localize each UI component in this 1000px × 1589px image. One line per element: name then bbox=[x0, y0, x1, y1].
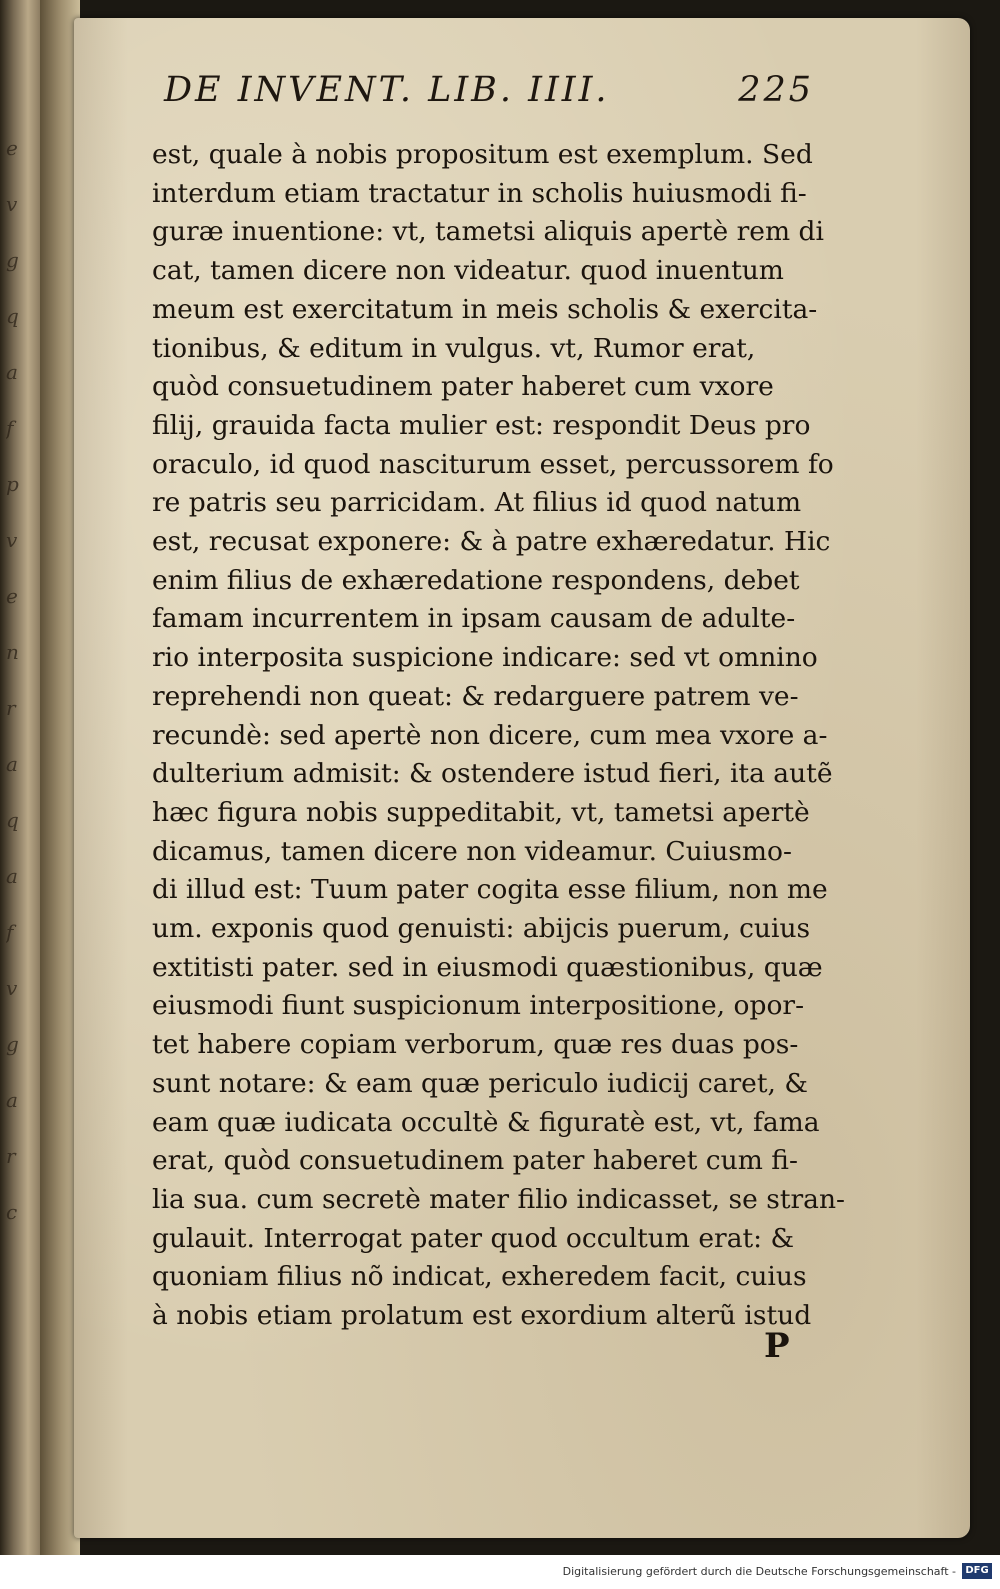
text-line: oraculo, id quod nasciturum esset, percussorem fo bbox=[152, 448, 834, 480]
text-line: est, quale à nobis propositum est exemplum. Sed bbox=[152, 139, 813, 170]
text-line: dicamus, tamen dicere non videamur. Cuiusmo- bbox=[152, 835, 792, 867]
text-line: rio interposita suspicione indicare: sed vt omnino bbox=[152, 642, 818, 674]
text-line: est, recusat exponere: & à patre exhæredatur. Hic bbox=[152, 526, 831, 558]
text-line: sunt notare: & eam quæ periculo iudicij caret, & bbox=[152, 1067, 808, 1099]
text-line: filij, grauida facta mulier est: respondit Deus pro bbox=[152, 409, 811, 441]
running-head-title: DE INVENT. LIB. IIII. bbox=[164, 70, 610, 110]
text-line: eam quæ iudicata occultè & figuratè est, vt, fama bbox=[152, 1106, 820, 1138]
funding-credit: Digitalisierung gefördert durch die Deutsche Forschungsgemeinschaft - bbox=[562, 1565, 956, 1578]
page-number: 225 bbox=[738, 70, 814, 110]
text-line: quòd consuetudinem pater haberet cum vxore bbox=[152, 371, 774, 403]
signature-mark: P bbox=[764, 1326, 790, 1366]
book-page bbox=[74, 18, 970, 1538]
text-line: eiusmodi fiunt suspicionum interpositione, opor- bbox=[152, 990, 805, 1022]
text-line: à nobis etiam prolatum est exordium alterũ istud bbox=[152, 1300, 812, 1332]
text-line: um. exponis quod genuisti: abijcis puerum, cuius bbox=[152, 913, 811, 945]
text-line: recundè: sed apertè non dicere, cum mea vxore a- bbox=[152, 719, 828, 751]
text-line: enim filius de exhæredatione respondens, debet bbox=[152, 564, 800, 596]
text-line: interdum etiam tractatur in scholis huiusmodi fi- bbox=[152, 177, 807, 209]
text-line: hæc figura nobis suppeditabit, vt, tametsi apertè bbox=[152, 796, 810, 828]
text-line: cat, tamen dicere non videatur. quod inuentum bbox=[152, 255, 784, 287]
text-line: lia sua. cum secretè mater filio indicasset, se stran- bbox=[152, 1183, 845, 1215]
text-line: guræ inuentione: vt, tametsi aliquis apertè rem di bbox=[152, 216, 824, 248]
digitization-footer bbox=[0, 1555, 1000, 1589]
text-line: famam incurrentem in ipsam causam de adulte- bbox=[152, 603, 796, 635]
text-line: dulterium admisit: & ostendere istud fieri, ita autẽ bbox=[152, 758, 833, 790]
text-line: meum est exercitatum in meis scholis & exercita- bbox=[152, 293, 818, 325]
text-line: tionibus, & editum in vulgus. vt, Rumor erat, bbox=[152, 332, 756, 364]
dfg-logo: DFG bbox=[962, 1563, 992, 1579]
text-line: gulauit. Interrogat pater quod occultum erat: & bbox=[152, 1222, 795, 1254]
body-text bbox=[152, 136, 852, 1336]
running-head bbox=[164, 70, 814, 110]
text-line: extitisti pater. sed in eiusmodi quæstionibus, quæ bbox=[152, 951, 823, 983]
text-line: tet habere copiam verborum, quæ res duas pos- bbox=[152, 1029, 799, 1061]
text-line: erat, quòd consuetudinem pater haberet cum fi- bbox=[152, 1145, 798, 1177]
text-line: quoniam filius nõ indicat, exheredem facit, cuius bbox=[152, 1261, 807, 1293]
text-line: reprehendi non queat: & redarguere patrem ve- bbox=[152, 680, 799, 712]
text-line: di illud est: Tuum pater cogita esse filium, non me bbox=[152, 874, 828, 906]
facing-page-margin: e v g q a f p v e n r a q a f v g a r c bbox=[6, 136, 19, 1220]
text-line: re patris seu parricidam. At filius id quod natum bbox=[152, 487, 802, 519]
